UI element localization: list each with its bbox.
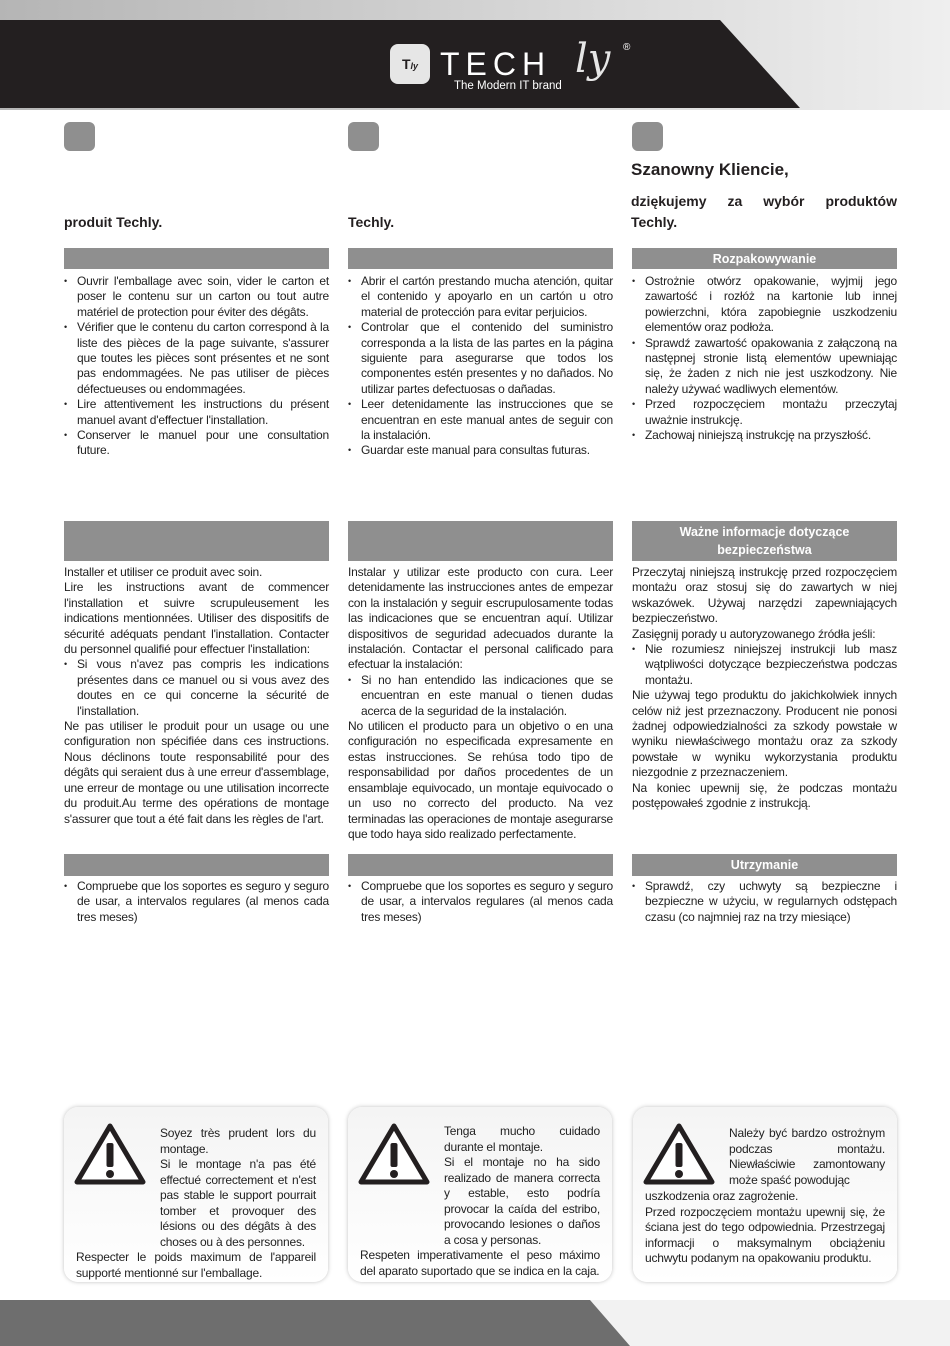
flag-fr (64, 122, 95, 151)
list-item: • Guardar este manual para consultas futuras. (348, 443, 613, 458)
greeting-title-pl: Szanowny Kliencie, (631, 160, 789, 179)
list-item: • Compruebe que los soportes es seguro y seguro de usar, a intervalos regulares (al menos cada tres meses) (64, 879, 329, 925)
safety-paragraph: Instalar y utilizar este producto con cura. Leer detenidamente las instrucciones antes de empezar con la instalación y seguir escrupulosamente todas las indicaciones que se encuentran aquí. Utilizar dispositivos de seguridad adecuados durante la instalación. Contactar el personal calificado para efectuar la instalación: (348, 565, 613, 672)
warning-second-fr: Si le montage n'a pas été effectué correctement et n'est pas stable le support pourrait tomber et provoquer des lésions ou des dégâts à des choses ou à des personnes. (160, 1157, 316, 1249)
maint-header-es (348, 854, 613, 876)
warning-body-pl (645, 1189, 885, 1267)
warning-body-fr (76, 1157, 316, 1281)
unpack-header-pl: Rozpakowywanie (632, 248, 897, 269)
list-item: • Si no han entendido las indicaciones que se encuentran en este manual o tienen dudas acerca de la seguridad de la instalación. (348, 673, 613, 719)
list-item: • Controlar que el contenido del suministro corresponda a la lista de las partes en la página siguiente para asegurarse que todos los componentes estén presentes y no dañados. No utilizar partes defectuosas o dañadas. (348, 320, 613, 397)
list-item: • Nie rozumiesz niniejszej instrukcji lub masz wątpliwości dotyczące bezpieczeństwa podczas montażu. (632, 642, 897, 688)
unpack-header-fr (64, 248, 329, 269)
safety-paragraph: Lire les instructions avant de commencer l'installation et suivre scrupuleusement les indications mentionnées. Utiliser des dispositifs de sécurité adéquats pendant l'installation. Contacter du personnel qualifié pour effectuer l'installation: (64, 580, 329, 657)
safety-text-pl (632, 565, 897, 812)
safety-paragraph: Ne pas utiliser le produit pour un usage ou une configuration non spécifiée dans ces instructions. Nous déclinons toute responsabilité pour des dégâts qui seraient dus à une erreur d'assemblage, une erreur de montage ou une utilisation incorrecte du produit.Au terme des opérations de montage s'assurer que tout a été fait dans les règles de l'art. (64, 719, 329, 826)
warning-triangle-icon (643, 1123, 715, 1185)
safety-paragraph: Zasięgnij porady u autoryzowanego źródła jeśli: (632, 626, 876, 641)
maint-list-es (348, 879, 613, 925)
tagline: The Modern IT brand (454, 80, 562, 92)
logo-mark: Tly (390, 44, 430, 84)
greeting-line1-pl: dziękujemy za wybór produktów (631, 193, 897, 209)
list-item: • Si vous n'avez pas compris les indications présentes dans ce manuel ou si vous avez des doutes en ce qui concerne la sécurité de l'installation. (64, 657, 329, 719)
safety-paragraph: No utilicen el producto para un objetivo o en una configuración no especificada expresamente en estas instrucciones. Se rehúsa todo tipo de responsabilidad por daños procedentes de un ensamblaje equivocado, un montaje equivocado o un uso no correcto del producto. Na vez terminadas las operaciones de montaje asegurarse que todo haya sido realizado perfectamente. (348, 719, 613, 841)
flag-es (348, 122, 379, 151)
list-item: • Leer detenidamente las instrucciones que se encuentran en este manual antes de seguir con la instalación. (348, 397, 613, 443)
warning-second-pl: uszkodzenia oraz zagrożenie. (645, 1189, 799, 1203)
flag-pl (632, 122, 663, 151)
list-item: • Zachowaj niniejszą instrukcję na przyszłość. (632, 428, 897, 443)
greeting-es: Techly. (348, 214, 395, 230)
safety-paragraph: Na koniec upewnij się, że podczas montażu postępowałeś zgodnie z instrukcją. (632, 780, 897, 811)
safety-paragraph: Przeczytaj niniejszą instrukcję przed rozpoczęciem montażu oraz stosuj się do zawartych w niej wskazówek. Używaj narzędzi zapewniających bezpieczeństwo. (632, 565, 897, 626)
safety-header-es (348, 521, 613, 561)
list-item: • Przed rozpoczęciem montażu przeczytaj uważnie instrukcję. (632, 397, 897, 428)
list-item: • Ouvrir l'emballage avec soin, vider le carton et poser le contenu sur un carton ou tout autre matériel de protection pour éviter des dégâts. (64, 274, 329, 320)
safety-header-pl (632, 521, 897, 561)
warning-box-es (348, 1107, 612, 1282)
warning-box-pl (633, 1107, 897, 1282)
warning-third-fr: Respecter le poids maximum de l'appareil supporté mentionné sur l'emballage. (76, 1250, 316, 1280)
warning-second-es: Si el montaje no ha sido realizado de manera correcta y estable, esto podría provocar la caída del estribo, provocando lesiones o daños a cosa y personas. (444, 1155, 600, 1247)
warning-first-fr: Soyez très prudent lors du montage. (160, 1126, 316, 1156)
warning-first-es: Tenga mucho cuidado durante el montaje. (444, 1124, 600, 1154)
list-item: • Abrir el cartón prestando mucha atención, quitar el contenido y apoyarlo en un cartón u otro material de protección para evitar perjuicios. (348, 274, 613, 320)
warning-third-pl: Przed rozpoczęciem montażu upewnij się, że ściana jest do tego odpowiednia. Przestrzegaj informacji o maksymalnym obciążeniu uchwytu podanym na opakowaniu produktu. (645, 1204, 885, 1265)
list-item: • Sprawdź zawartość opakowania z załączoną na następnej stronie listą elementów upewniając się, że żaden z nich nie jest uszkodzony. Nie należy używać wadliwych elementów. (632, 336, 897, 398)
brand-suffix: ly (575, 36, 611, 82)
greeting-line2-pl: Techly. (631, 214, 678, 230)
safety-title-line2: bezpieczeństwa (717, 543, 812, 557)
maint-header-fr (64, 854, 329, 876)
warning-body-es (360, 1155, 600, 1279)
greeting-fr: produit Techly. (64, 214, 163, 230)
safety-header-fr (64, 521, 329, 561)
warning-first-pl: Należy być bardzo ostrożnym podczas montażu. Niewłaściwie zamontowany może spaść powodując (729, 1126, 885, 1187)
brand-name: TECH (440, 46, 552, 82)
maint-list-pl (632, 879, 897, 925)
registered-mark: ® (623, 42, 631, 53)
unpack-list-fr (64, 274, 329, 459)
maint-list-fr (64, 879, 329, 925)
list-item: • Vérifier que le contenu du carton correspond à la liste des pièces de la page suivante, s'assurer que toutes les pièces sont présentes et ne sont pas endommagées. Ne pas utiliser de pièces défectueuses ou endommagées. (64, 320, 329, 397)
unpack-list-es (348, 274, 613, 459)
list-item: • Compruebe que los soportes es seguro y seguro de usar, a intervalos regulares (al menos cada tres meses) (348, 879, 613, 925)
safety-paragraph: Nie używaj tego produktu do jakichkolwiek innych celów niż jest przeznaczony. Producent nie ponosi żadnej odpowiedzialności za szkody powstałe w wyniku niewłaściwego montażu oraz za szkody powstałe w wyniku wykorzystania produktu niezgodnie z przeznaczeniem. (632, 688, 897, 780)
list-item: • Sprawdź, czy uchwyty są bezpieczne i bezpieczne w użyciu, w regularnych odstępach czasu (co najmniej raz na trzy miesiące) (632, 879, 897, 925)
list-item: • Lire attentivement les instructions du présent manuel avant d'effectuer l'installation. (64, 397, 329, 428)
warning-third-es: Respeten imperativamente el peso máximo del aparato suportado que se indica en la caja. (360, 1248, 600, 1278)
safety-paragraph: Installer et utiliser ce produit avec soin. (64, 565, 263, 579)
list-item: • Ostrożnie otwórz opakowanie, wyjmij jego zawartość i rozłóż na kartonie lub innej powierzchni, która zapobiegnie uszkodzeniu elementów oraz podłoża. (632, 274, 897, 336)
safety-title-line1: Ważne informacje dotyczące (679, 525, 850, 539)
warning-box-fr (64, 1107, 328, 1282)
safety-text-es (348, 565, 613, 842)
unpack-header-es (348, 248, 613, 269)
unpack-list-pl (632, 274, 897, 443)
footer-band (0, 1300, 950, 1346)
maint-header-pl: Utrzymanie (632, 854, 897, 876)
list-item: • Conserver le manuel pour une consultation future. (64, 428, 329, 459)
safety-text-fr (64, 565, 329, 827)
